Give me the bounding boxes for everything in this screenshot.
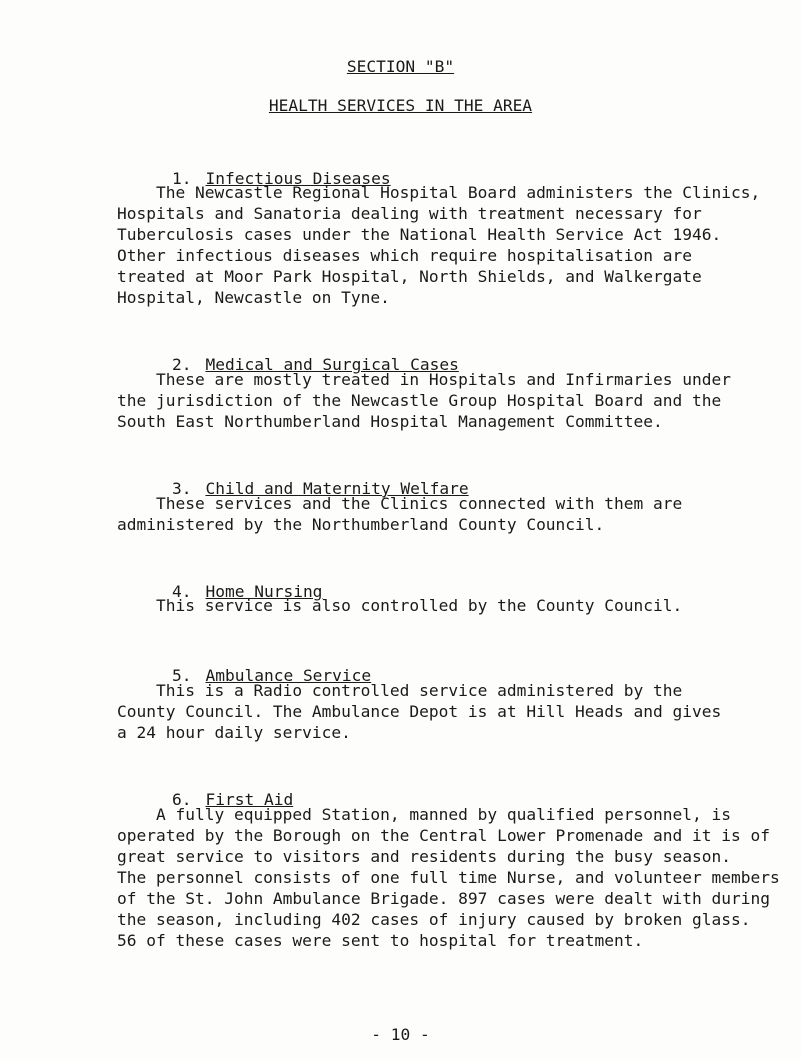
section-heading-label: Child and Maternity Welfare [205, 479, 469, 498]
body-line: These are mostly treated in Hospitals and Infirmaries under [117, 370, 731, 389]
body-line: These services and the Clinics connected with them are [117, 494, 683, 513]
body-line: administered by the Northumberland County Council. [117, 515, 605, 534]
section-title: SECTION "B" [346, 57, 455, 76]
section-heading-label: Ambulance Service [205, 666, 372, 685]
body-line: the jurisdiction of the Newcastle Group Hospital Board and the [117, 391, 722, 410]
body-line: Hospitals and Sanatoria dealing with treatment necessary for [117, 204, 702, 223]
body-line: The Newcastle Regional Hospital Board administers the Clinics, [117, 183, 761, 202]
body-line: The personnel consists of one full time Nurse, and volunteer members [117, 868, 780, 887]
body-line: great service to visitors and residents during the busy season. [117, 847, 731, 866]
section-1-body [117, 182, 797, 308]
body-line: South East Northumberland Hospital Management Committee. [117, 412, 663, 431]
section-number: 2. [171, 355, 192, 374]
section-heading-label: Home Nursing [205, 582, 323, 601]
section-number: 6. [171, 790, 192, 809]
section-heading-label: Infectious Diseases [205, 169, 391, 188]
body-line: County Council. The Ambulance Depot is at Hill Heads and gives [117, 702, 722, 721]
section-number: 3. [171, 479, 192, 498]
body-line: 56 of these cases were sent to hospital for treatment. [117, 931, 644, 950]
body-line: Tuberculosis cases under the National Health Service Act 1946. [117, 225, 722, 244]
body-line: This service is also controlled by the County Council. [117, 596, 683, 615]
section-number: 1. [171, 169, 192, 188]
body-line: of the St. John Ambulance Brigade. 897 cases were dealt with during [117, 889, 770, 908]
section-2-body [117, 369, 797, 432]
section-number: 4. [171, 582, 192, 601]
page-number: - 10 - [371, 1025, 430, 1044]
section-3-body [117, 493, 797, 535]
body-line: Other infectious diseases which require hospitalisation are [117, 246, 692, 265]
body-line: Hospital, Newcastle on Tyne. [117, 288, 390, 307]
section-heading-label: First Aid [205, 790, 294, 809]
body-line: a 24 hour daily service. [117, 723, 351, 742]
main-heading: HEALTH SERVICES IN THE AREA [268, 96, 533, 115]
body-line: A fully equipped Station, manned by qualified personnel, is [117, 805, 731, 824]
section-heading-label: Medical and Surgical Cases [205, 355, 459, 374]
body-line: treated at Moor Park Hospital, North Shields, and Walkergate [117, 267, 702, 286]
body-line: the season, including 402 cases of injury caused by broken glass. [117, 910, 751, 929]
body-line: This is a Radio controlled service administered by the [117, 681, 683, 700]
section-5-body [117, 680, 797, 743]
body-line: operated by the Borough on the Central Lower Promenade and it is of [117, 826, 770, 845]
section-4-body [117, 595, 797, 616]
section-number: 5. [171, 666, 192, 685]
section-6-body [117, 804, 797, 951]
